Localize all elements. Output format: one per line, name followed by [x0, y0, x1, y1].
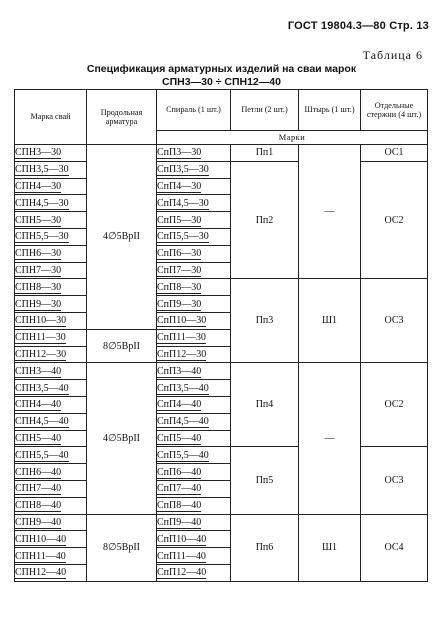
- pile-mark-cell: СПН9—40: [15, 514, 87, 531]
- spiral-cell: СпП9—30: [157, 296, 231, 313]
- pin-cell: Ш1: [299, 514, 361, 581]
- spiral-cell: СпП5,5—30: [157, 228, 231, 245]
- longitudinal-cell: 4∅5ВрII: [87, 145, 157, 330]
- spiral-cell: СпП4,5—30: [157, 195, 231, 212]
- table-row: [15, 363, 428, 380]
- spiral-cell: СпП10—40: [157, 531, 231, 548]
- spiral-cell: СпП12—30: [157, 346, 231, 363]
- pile-mark-cell: СПН8—30: [15, 279, 87, 296]
- pile-mark-cell: СПН10—30: [15, 312, 87, 329]
- header-pile-mark: Марка свай: [15, 90, 87, 145]
- pile-mark-cell: СПН5—40: [15, 430, 87, 447]
- spiral-cell: СпП5,5—40: [157, 447, 231, 464]
- loop-cell: Пп1: [231, 145, 299, 162]
- pile-mark-cell: СПН5—30: [15, 212, 87, 229]
- loop-cell: Пп2: [231, 161, 299, 279]
- pile-mark-cell: СПН8—40: [15, 497, 87, 514]
- pile-mark-cell: СПН5,5—40: [15, 447, 87, 464]
- spiral-cell: СпП10—30: [157, 312, 231, 329]
- table-row: [15, 279, 428, 296]
- header-marks: Марки: [157, 131, 428, 145]
- spiral-cell: СпП11—30: [157, 329, 231, 346]
- pile-mark-cell: СПН7—40: [15, 480, 87, 497]
- pile-mark-cell: СПН10—40: [15, 531, 87, 548]
- pin-cell: Ш1: [299, 279, 361, 363]
- table-row: [15, 161, 428, 178]
- rod-cell: ОС1: [361, 145, 428, 162]
- table-body: [15, 145, 428, 582]
- header-pin: Штырь (1 шт.): [299, 90, 361, 131]
- pile-mark-cell: СПН6—40: [15, 464, 87, 481]
- spiral-cell: СпП8—40: [157, 497, 231, 514]
- pile-mark-cell: СПН3,5—40: [15, 380, 87, 397]
- spiral-cell: СпП4,5—40: [157, 413, 231, 430]
- spiral-cell: СпП3—30: [157, 145, 231, 162]
- loop-cell: Пп3: [231, 279, 299, 363]
- spiral-cell: СпП7—30: [157, 262, 231, 279]
- spiral-cell: СпП8—30: [157, 279, 231, 296]
- spiral-cell: СпП11—40: [157, 548, 231, 565]
- pile-mark-cell: СПН7—30: [15, 262, 87, 279]
- table-row: [15, 145, 428, 162]
- pile-mark-cell: СПН9—30: [15, 296, 87, 313]
- pile-mark-cell: СПН4—40: [15, 396, 87, 413]
- spiral-cell: СпП9—40: [157, 514, 231, 531]
- pin-cell: —: [299, 363, 361, 514]
- pile-mark-cell: СПН4,5—40: [15, 413, 87, 430]
- loop-cell: Пп6: [231, 514, 299, 581]
- pile-mark-cell: СПН12—40: [15, 564, 87, 581]
- spiral-cell: СпП7—40: [157, 480, 231, 497]
- pile-mark-cell: СПН3,5—30: [15, 161, 87, 178]
- pile-mark-cell: СПН5,5—30: [15, 228, 87, 245]
- pin-cell: —: [299, 145, 361, 279]
- loop-cell: Пп4: [231, 363, 299, 447]
- gost-number: ГОСТ 19804.3—80: [287, 20, 386, 32]
- table-row: [15, 514, 428, 531]
- spiral-cell: СпП3,5—30: [157, 161, 231, 178]
- rod-cell: ОС3: [361, 447, 428, 514]
- spiral-cell: СпП4—30: [157, 178, 231, 195]
- rod-cell: ОС3: [361, 279, 428, 363]
- page-number: Стр. 13: [389, 20, 429, 32]
- header-spiral: Спираль (1 шт.): [157, 90, 231, 131]
- pile-mark-cell: СПН11—30: [15, 329, 87, 346]
- pile-mark-cell: СПН4,5—30: [15, 195, 87, 212]
- spiral-cell: СпП6—40: [157, 464, 231, 481]
- pile-mark-cell: СПН12—30: [15, 346, 87, 363]
- header-loops: Петли (2 шт.): [231, 90, 299, 131]
- spiral-cell: СпП6—30: [157, 245, 231, 262]
- header-rods: Отдельные стержни (4 шт.): [361, 90, 428, 131]
- spiral-cell: СпП5—40: [157, 430, 231, 447]
- spiral-cell: СпП5—30: [157, 212, 231, 229]
- spiral-cell: СпП3—40: [157, 363, 231, 380]
- rod-cell: ОС2: [361, 161, 428, 279]
- pile-mark-cell: СПН3—30: [15, 145, 87, 162]
- rod-cell: ОС4: [361, 514, 428, 581]
- table-subtitle: СПН3—30 ÷ СПН12—40: [162, 76, 281, 88]
- pile-mark-cell: СПН4—30: [15, 178, 87, 195]
- rod-cell: ОС2: [361, 363, 428, 447]
- loop-cell: Пп5: [231, 447, 299, 514]
- pile-mark-cell: СПН3—40: [15, 363, 87, 380]
- table-row: [15, 447, 428, 464]
- header-longitudinal: Продольная арматура: [87, 90, 157, 145]
- table-title: Спецификация арматурных изделий на сваи марок: [86, 63, 357, 75]
- pile-mark-cell: СПН11—40: [15, 548, 87, 565]
- spiral-cell: СпП12—40: [157, 564, 231, 581]
- longitudinal-cell: 4∅5ВрII: [87, 363, 157, 514]
- page-header: [288, 20, 429, 32]
- spiral-cell: СпП3,5—40: [157, 380, 231, 397]
- spiral-cell: СпП4—40: [157, 396, 231, 413]
- longitudinal-cell: 8∅5ВрII: [87, 514, 157, 581]
- pile-mark-cell: СПН6—30: [15, 245, 87, 262]
- longitudinal-cell: 8∅5ВрII: [87, 329, 157, 363]
- specification-table: [14, 89, 428, 582]
- table-label: Таблица 6: [362, 48, 423, 62]
